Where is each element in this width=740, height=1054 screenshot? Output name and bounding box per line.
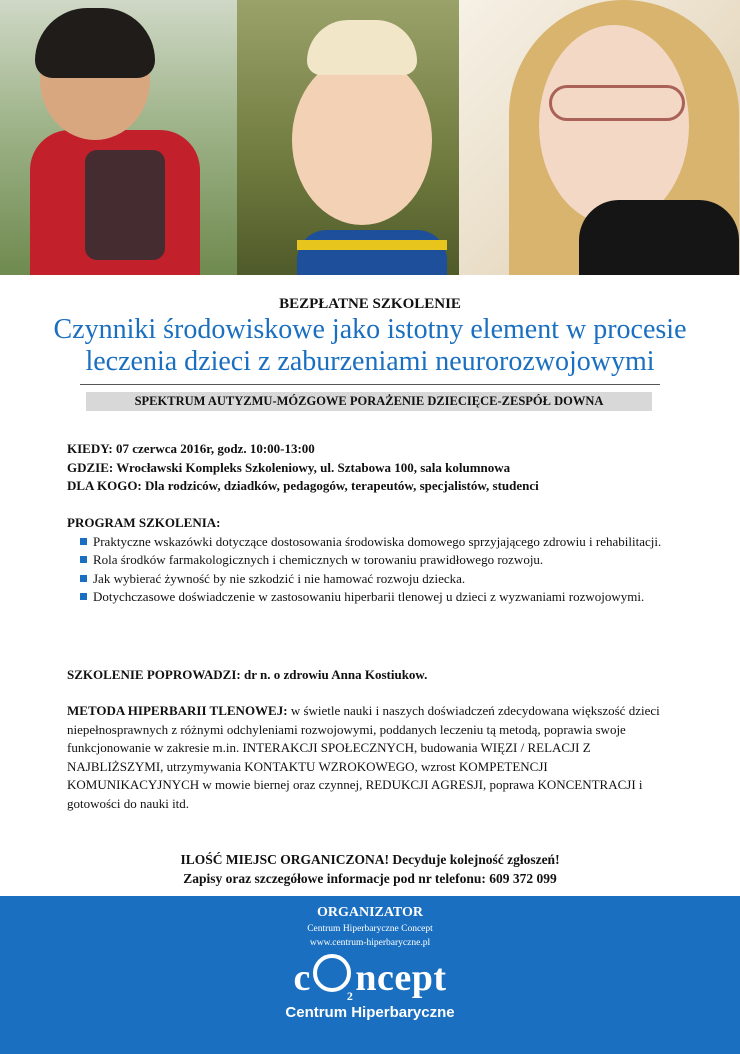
- limited-places-note: ILOŚĆ MIEJSC ORGANICZONA! Decyduje kolejność zgłoszeń!: [180, 852, 560, 867]
- method-section: [67, 702, 667, 813]
- footer: [0, 896, 740, 1054]
- program-item: Dotychczasowe doświadczenie w zastosowaniu hiperbarii tlenowej u dzieci z wyzwaniami rozwojowymi.: [67, 588, 667, 607]
- program-item: Rola środków farmakologicznych i chemicznych w torowaniu prawidłowego rozwoju.: [67, 551, 667, 570]
- program-item: Jak wybierać żywność by nie szkodzić i nie hamować rozwoju dziecka.: [67, 570, 667, 589]
- square-bullet-icon: [80, 538, 87, 545]
- header-photos: [0, 0, 740, 275]
- square-bullet-icon: [80, 593, 87, 600]
- contact-note: Zapisy oraz szczegółowe informacje pod nr telefonu: 609 372 099: [183, 871, 557, 886]
- program-heading: PROGRAM SZKOLENIA:: [67, 515, 221, 530]
- photo-boy: [0, 0, 237, 275]
- brand-name: Centrum Hiperbaryczne: [285, 1004, 455, 1021]
- concept-logo: c $_2$ncept: [0, 954, 740, 1000]
- square-bullet-icon: [80, 575, 87, 582]
- page-title: [0, 314, 740, 378]
- gdzie: GDZIE: Wrocławski Kompleks Szkoleniowy, ul. Sztabowa 100, sala kolumnowa: [67, 459, 511, 475]
- organizer-name: Centrum Hiperbaryczne Concept: [307, 924, 433, 934]
- method-text: w świetle nauki i naszych doświadczeń zdecydowana większość dzieci niepełnosprawnych z różnymi odchyleniami rozwojowymi, poddanych leczeniu tą metodą, poprawia swoje funkcjonowanie w zakresie m.in. INTERAKCJI SPOŁECZNYCH, budowania WIĘZI / RELACJI Z NAJBLIŻSZYMI, utrzymywania KONTAKTU WZROKOWEGO, wzrost KOMPETENCJI KOMUNIKACYJNYCH w mowie biernej oraz czynnej, REDUKCJI AGRESJI, poprawa KONCENTRACJI i gotowości do nauki itd.: [67, 703, 660, 811]
- program-item: Praktyczne wskazówki dotyczące dostosowania środowiska domowego sprzyjającego zdrowiu i rehabilitacji.: [67, 533, 667, 552]
- photo-girl: [459, 0, 740, 275]
- details: [67, 440, 667, 496]
- square-bullet-icon: [80, 556, 87, 563]
- method-label: METODA HIPERBARII TLENOWEJ:: [67, 703, 288, 718]
- photo-toddler: [237, 0, 459, 275]
- kiedy: KIEDY: 07 czerwca 2016r, godz. 10:00-13:00: [67, 441, 315, 456]
- dla-kogo: DLA KOGO: Dla rodziców, dziadków, pedagogów, terapeutów, specjalistów, studenci: [67, 478, 539, 493]
- subtitle-band: SPEKTRUM AUTYZMU-MÓZGOWE PORAŻENIE DZIECIĘCE-ZESPÓŁ DOWNA: [86, 392, 652, 411]
- o2-ring-icon: [313, 954, 351, 992]
- title-line-1: Czynniki środowiskowe jako istotny element w procesie: [53, 314, 687, 345]
- program-section: [67, 514, 667, 607]
- divider: [80, 384, 660, 385]
- title-line-2: leczenia dzieci z zaburzeniami neurorozwojowymi: [85, 346, 655, 377]
- kicker: BEZPŁATNE SZKOLENIE: [279, 296, 461, 312]
- organizer-label: ORGANIZATOR: [316, 905, 424, 920]
- organizer-url[interactable]: www.centrum-hiperbaryczne.pl: [309, 938, 431, 948]
- presenter: SZKOLENIE POPROWADZI: dr n. o zdrowiu Anna Kostiukow.: [67, 667, 428, 682]
